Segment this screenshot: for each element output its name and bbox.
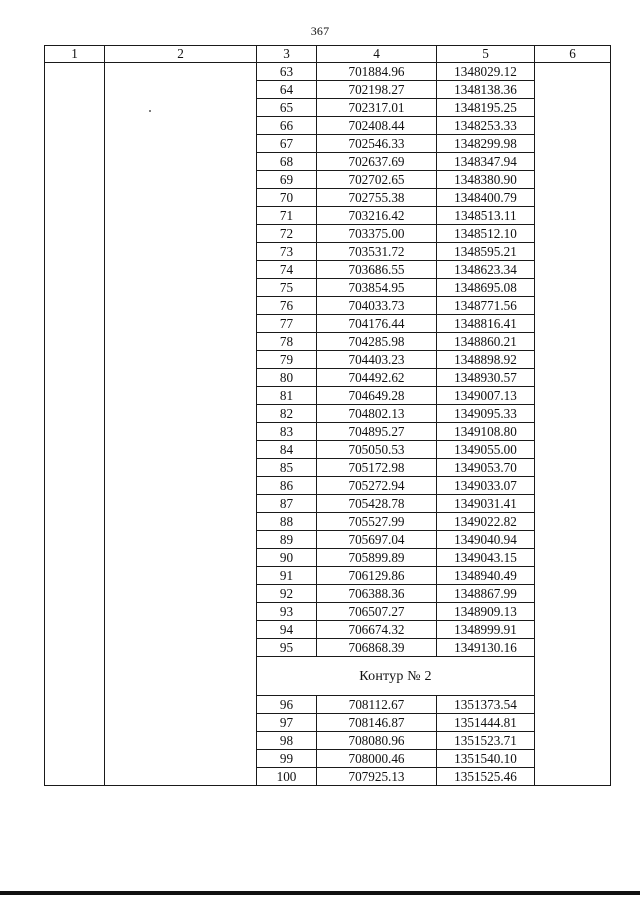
column-1-blank [45,63,105,786]
point-number: 89 [257,531,317,549]
point-number: 76 [257,297,317,315]
x-coordinate: 706388.36 [317,585,437,603]
point-number: 100 [257,768,317,786]
point-number: 95 [257,639,317,657]
point-number: 99 [257,750,317,768]
x-coordinate: 702408.44 [317,117,437,135]
y-coordinate: 1348623.34 [437,261,535,279]
x-coordinate: 703854.95 [317,279,437,297]
x-coordinate: 706674.32 [317,621,437,639]
x-coordinate: 702702.65 [317,171,437,189]
column-header-2: 2 [105,46,257,63]
point-number: 96 [257,696,317,714]
y-coordinate: 1348909.13 [437,603,535,621]
y-coordinate: 1348771.56 [437,297,535,315]
x-coordinate: 703686.55 [317,261,437,279]
y-coordinate: 1349031.41 [437,495,535,513]
x-coordinate: 705697.04 [317,531,437,549]
table-row [45,63,611,81]
y-coordinate: 1351540.10 [437,750,535,768]
page-number: 367 [310,24,330,38]
point-number: 80 [257,369,317,387]
point-number: 75 [257,279,317,297]
coordinates-table [44,45,611,786]
point-number: 82 [257,405,317,423]
table-header-row [45,46,611,63]
y-coordinate: 1348595.21 [437,243,535,261]
y-coordinate: 1349007.13 [437,387,535,405]
y-coordinate: 1348940.49 [437,567,535,585]
y-coordinate: 1348513.11 [437,207,535,225]
column-header-5: 5 [437,46,535,63]
x-coordinate: 702546.33 [317,135,437,153]
y-coordinate: 1349040.94 [437,531,535,549]
x-coordinate: 707925.13 [317,768,437,786]
point-number: 74 [257,261,317,279]
y-coordinate: 1348695.08 [437,279,535,297]
point-number: 67 [257,135,317,153]
point-number: 70 [257,189,317,207]
y-coordinate: 1348299.98 [437,135,535,153]
y-coordinate: 1348380.90 [437,171,535,189]
x-coordinate: 703216.42 [317,207,437,225]
y-coordinate: 1351525.46 [437,768,535,786]
contour-heading: Контур № 2 [257,657,535,696]
point-number: 79 [257,351,317,369]
y-coordinate: 1349022.82 [437,513,535,531]
y-coordinate: 1349055.00 [437,441,535,459]
point-number: 78 [257,333,317,351]
y-coordinate: 1349033.07 [437,477,535,495]
x-coordinate: 705428.78 [317,495,437,513]
x-coordinate: 708112.67 [317,696,437,714]
y-coordinate: 1348253.33 [437,117,535,135]
point-number: 73 [257,243,317,261]
x-coordinate: 708000.46 [317,750,437,768]
x-coordinate: 708146.87 [317,714,437,732]
y-coordinate: 1348867.99 [437,585,535,603]
x-coordinate: 704895.27 [317,423,437,441]
scan-speck [149,110,151,112]
x-coordinate: 702637.69 [317,153,437,171]
point-number: 97 [257,714,317,732]
x-coordinate: 704403.23 [317,351,437,369]
x-coordinate: 705527.99 [317,513,437,531]
x-coordinate: 705272.94 [317,477,437,495]
y-coordinate: 1348930.57 [437,369,535,387]
x-coordinate: 702198.27 [317,81,437,99]
y-coordinate: 1349053.70 [437,459,535,477]
point-number: 83 [257,423,317,441]
y-coordinate: 1348999.91 [437,621,535,639]
y-coordinate: 1348898.92 [437,351,535,369]
x-coordinate: 702317.01 [317,99,437,117]
point-number: 77 [257,315,317,333]
x-coordinate: 704492.62 [317,369,437,387]
point-number: 63 [257,63,317,81]
point-number: 93 [257,603,317,621]
x-coordinate: 706868.39 [317,639,437,657]
point-number: 64 [257,81,317,99]
point-number: 94 [257,621,317,639]
x-coordinate: 705899.89 [317,549,437,567]
y-coordinate: 1348138.36 [437,81,535,99]
y-coordinate: 1351523.71 [437,732,535,750]
point-number: 81 [257,387,317,405]
x-coordinate: 702755.38 [317,189,437,207]
point-number: 86 [257,477,317,495]
x-coordinate: 703531.72 [317,243,437,261]
point-number: 85 [257,459,317,477]
point-number: 84 [257,441,317,459]
point-number: 88 [257,513,317,531]
point-number: 71 [257,207,317,225]
y-coordinate: 1348195.25 [437,99,535,117]
point-number: 98 [257,732,317,750]
point-number: 68 [257,153,317,171]
y-coordinate: 1348816.41 [437,315,535,333]
column-6-blank [535,63,611,786]
x-coordinate: 705172.98 [317,459,437,477]
column-header-4: 4 [317,46,437,63]
y-coordinate: 1348029.12 [437,63,535,81]
y-coordinate: 1349108.80 [437,423,535,441]
x-coordinate: 704649.28 [317,387,437,405]
x-coordinate: 704033.73 [317,297,437,315]
y-coordinate: 1351373.54 [437,696,535,714]
point-number: 66 [257,117,317,135]
x-coordinate: 704285.98 [317,333,437,351]
column-header-1: 1 [45,46,105,63]
y-coordinate: 1349095.33 [437,405,535,423]
bottom-rule-line [0,891,640,895]
y-coordinate: 1348347.94 [437,153,535,171]
point-number: 65 [257,99,317,117]
column-2-blank [105,63,257,786]
point-number: 87 [257,495,317,513]
point-number: 72 [257,225,317,243]
x-coordinate: 704176.44 [317,315,437,333]
y-coordinate: 1348860.21 [437,333,535,351]
y-coordinate: 1348512.10 [437,225,535,243]
y-coordinate: 1348400.79 [437,189,535,207]
point-number: 91 [257,567,317,585]
x-coordinate: 703375.00 [317,225,437,243]
x-coordinate: 706129.86 [317,567,437,585]
point-number: 92 [257,585,317,603]
x-coordinate: 704802.13 [317,405,437,423]
column-header-6: 6 [535,46,611,63]
x-coordinate: 701884.96 [317,63,437,81]
y-coordinate: 1351444.81 [437,714,535,732]
y-coordinate: 1349130.16 [437,639,535,657]
point-number: 90 [257,549,317,567]
y-coordinate: 1349043.15 [437,549,535,567]
x-coordinate: 705050.53 [317,441,437,459]
x-coordinate: 706507.27 [317,603,437,621]
column-header-3: 3 [257,46,317,63]
x-coordinate: 708080.96 [317,732,437,750]
point-number: 69 [257,171,317,189]
